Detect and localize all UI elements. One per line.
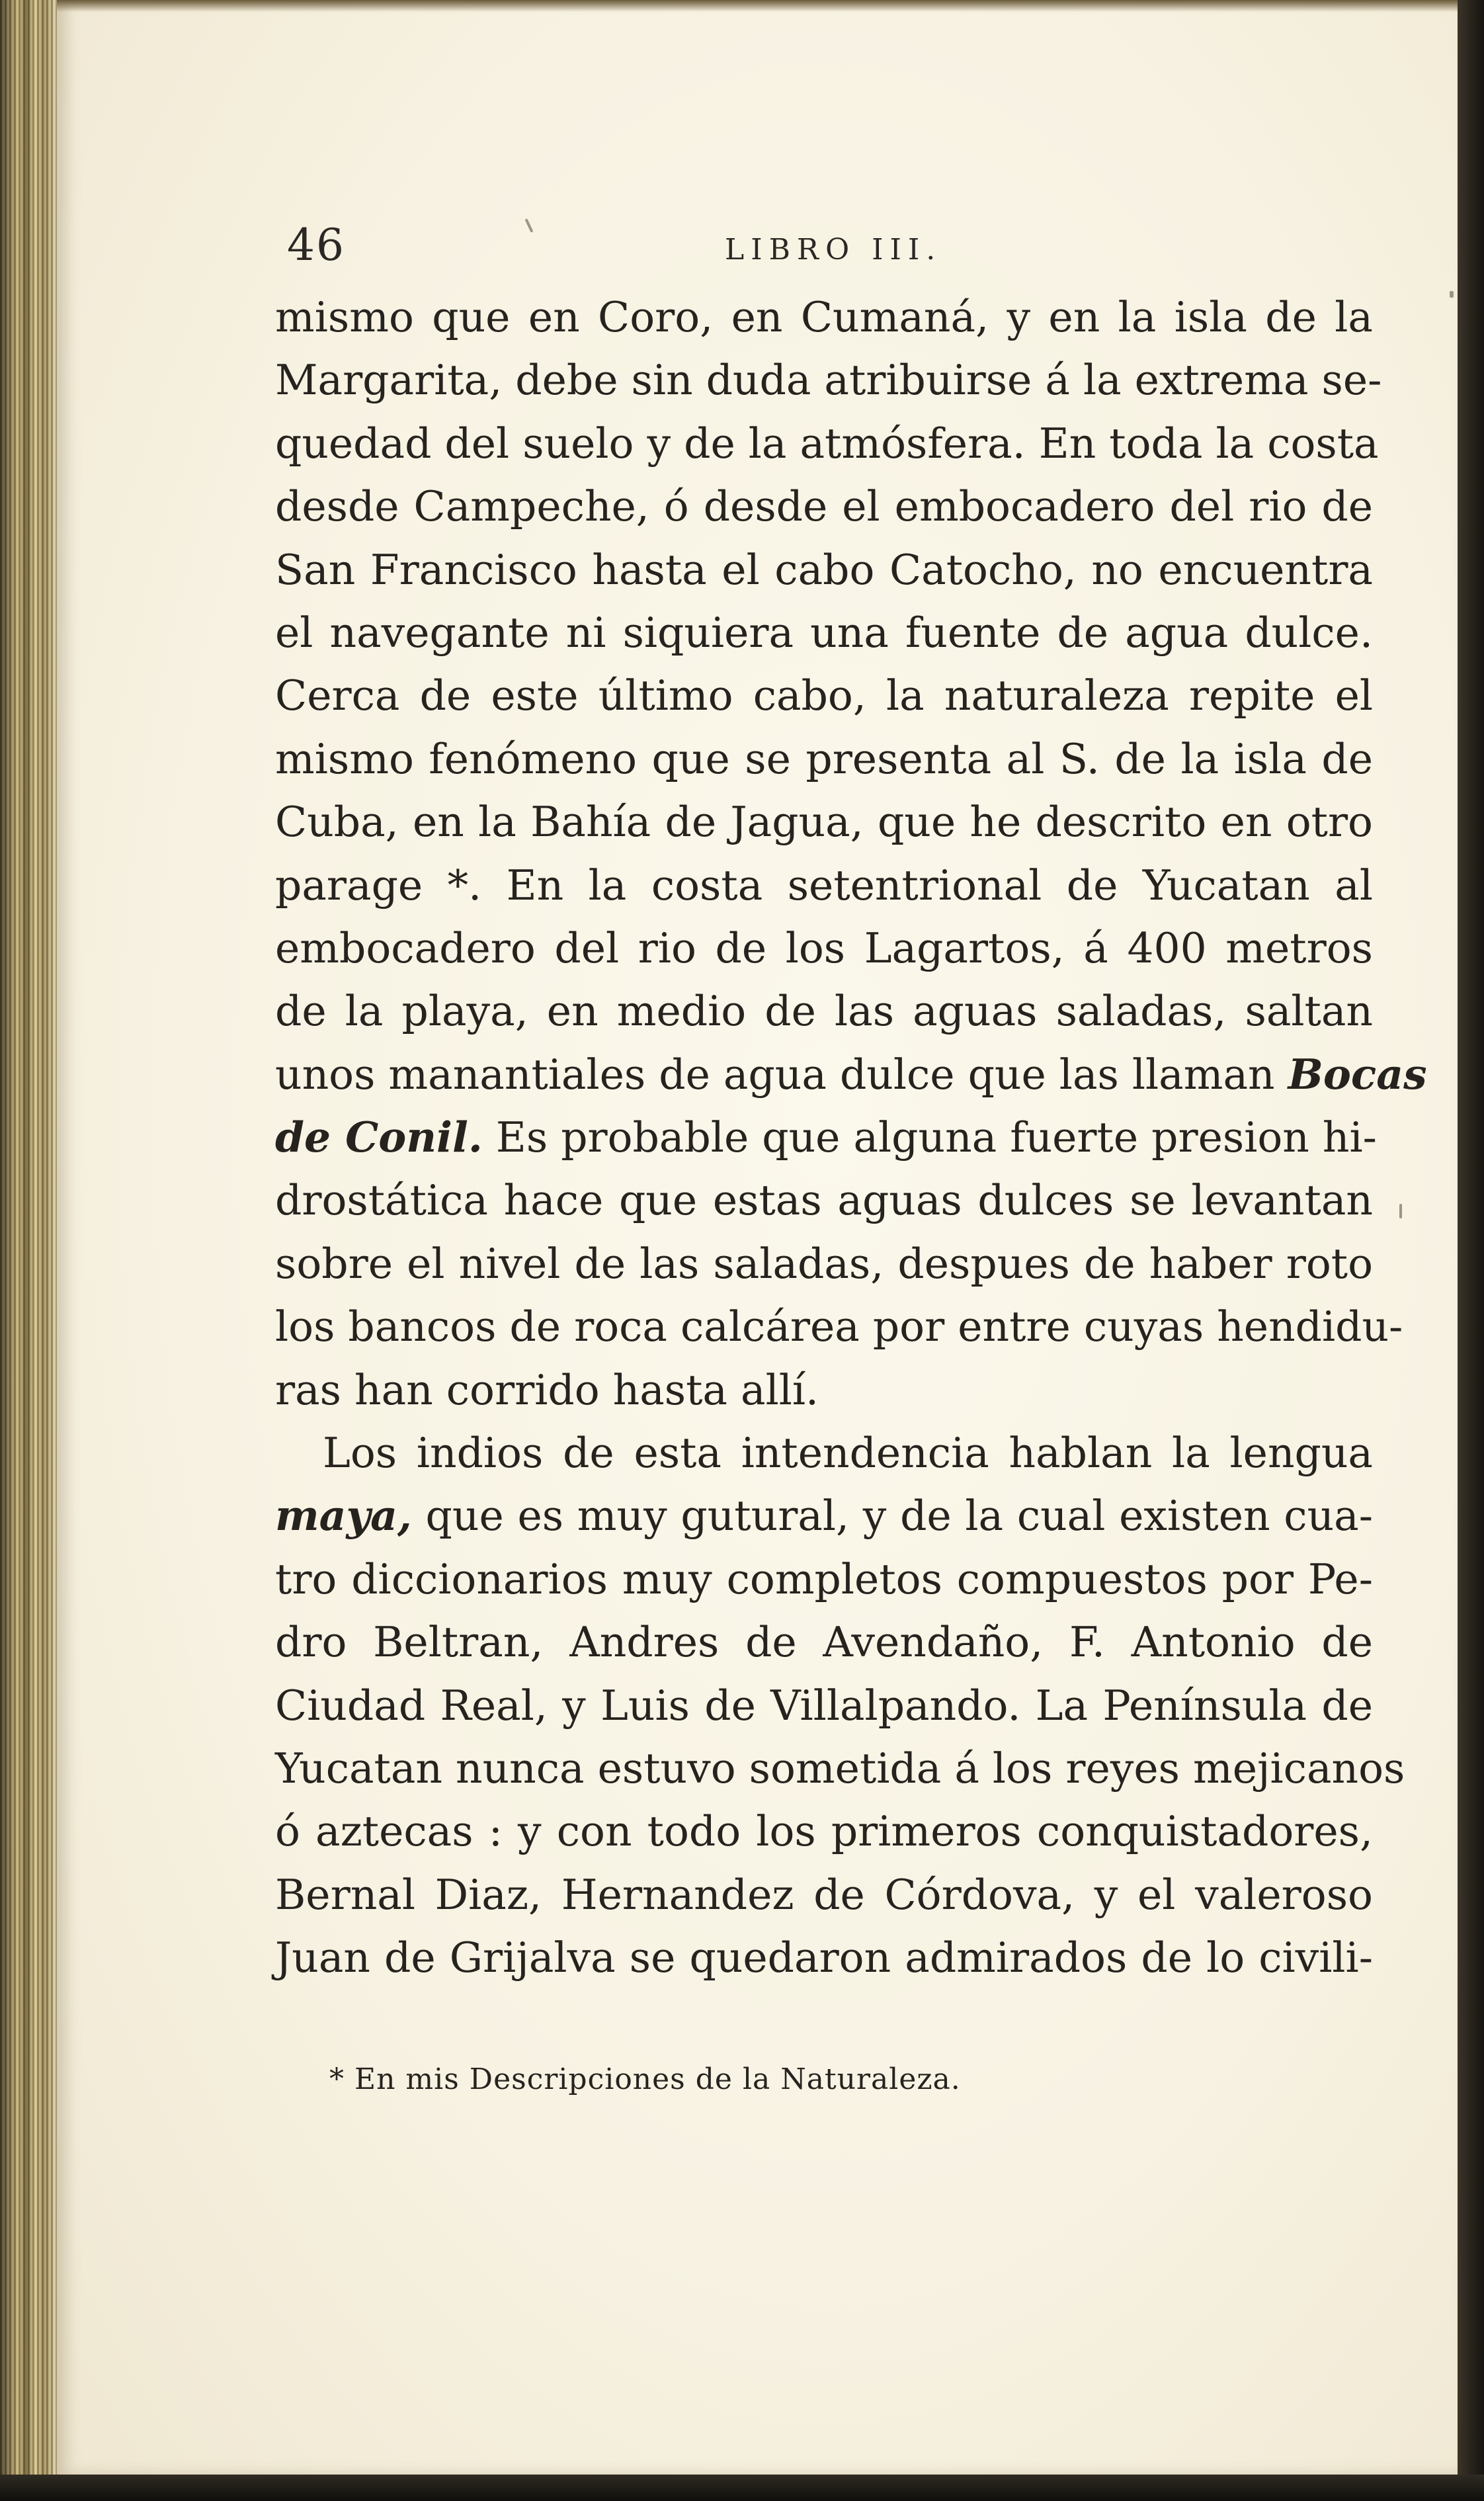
paragraph-start-line: Los indios de esta intendencia hablan la lengua <box>323 1429 1373 1478</box>
text-line: dro Beltran, Andres de Avendaño, F. Antonio de <box>275 1618 1373 1667</box>
text-line-bocas <box>275 1043 1427 1106</box>
text-line: quedad del suelo y de la atmósfera. En toda la costa <box>275 419 1379 468</box>
text-line: Bernal Diaz, Hernandez de Córdova, y el valeroso <box>275 1870 1373 1919</box>
italic-term-conil: de Conil. <box>275 1113 483 1162</box>
italic-term-maya: maya, <box>275 1491 412 1541</box>
text-line: los bancos de roca calcárea por entre cuyas hendidu- <box>275 1302 1403 1351</box>
text-run: que es muy gutural, y de la cual existen cua- <box>411 1492 1373 1541</box>
text-line: Cerca de este último cabo, la naturaleza repite el <box>275 671 1373 720</box>
text-line: Margarita, debe sin duda atribuirse á la extrema se- <box>275 356 1382 405</box>
text-line: ó aztecas : y con todo los primeros conquistadores, <box>275 1807 1373 1856</box>
running-title: LIBRO III. <box>725 233 942 267</box>
ink-speck <box>1450 291 1454 298</box>
text-line: de la playa, en medio de las aguas saladas, saltan <box>275 987 1373 1036</box>
text-line: drostática hace que estas aguas dulces se levantan <box>275 1176 1373 1225</box>
page-sheet <box>57 0 1458 2475</box>
text-run: Es probable que alguna fuerte presion hi- <box>482 1113 1377 1162</box>
body-text <box>275 286 1427 1990</box>
text-run: unos manantiales de agua dulce que las llaman <box>275 1050 1288 1099</box>
text-line: tro diccionarios muy completos compuestos por Pe- <box>275 1554 1373 1603</box>
footnote: * En mis Descripciones de la Naturaleza. <box>329 2062 961 2096</box>
ink-speck <box>1399 1204 1402 1218</box>
text-line: ras han corrido hasta allí. <box>275 1365 819 1414</box>
book-spine-gutter <box>0 0 58 2501</box>
text-line: mismo fenómeno que se presenta al S. de la isla de <box>275 734 1373 783</box>
page-top-shadow <box>57 0 1458 12</box>
italic-term-bocas: Bocas <box>1288 1049 1427 1099</box>
page-right-edge <box>1458 0 1484 2501</box>
text-line: Cuba, en la Bahía de Jagua, que he descrito en otro <box>275 798 1373 847</box>
text-line-conil <box>275 1106 1377 1169</box>
text-line: embocadero del rio de los Lagartos, á 400 metros <box>275 923 1373 972</box>
text-line-maya <box>275 1484 1373 1547</box>
text-line: desde Campeche, ó desde el embocadero del rio de <box>275 482 1373 531</box>
text-line: Ciudad Real, y Luis de Villalpando. La Península de <box>275 1681 1373 1730</box>
text-line: mismo que en Coro, en Cumaná, y en la isla de la <box>275 293 1373 341</box>
text-line: San Francisco hasta el cabo Catocho, no encuentra <box>275 545 1373 594</box>
text-line: Juan de Grijalva se quedaron admirados de lo civili- <box>275 1933 1373 1982</box>
text-line: Yucatan nunca estuvo sometida á los reyes mejicanos <box>275 1744 1405 1793</box>
text-line: el navegante ni siquiera una fuente de agua dulce. <box>275 608 1373 657</box>
text-line: parage *. En la costa setentrional de Yucatan al <box>275 861 1373 910</box>
page-bottom-edge <box>0 2475 1484 2501</box>
text-line: sobre el nivel de las saladas, despues de haber roto <box>275 1239 1373 1288</box>
running-head <box>57 220 1458 273</box>
page-number: 46 <box>287 220 345 271</box>
